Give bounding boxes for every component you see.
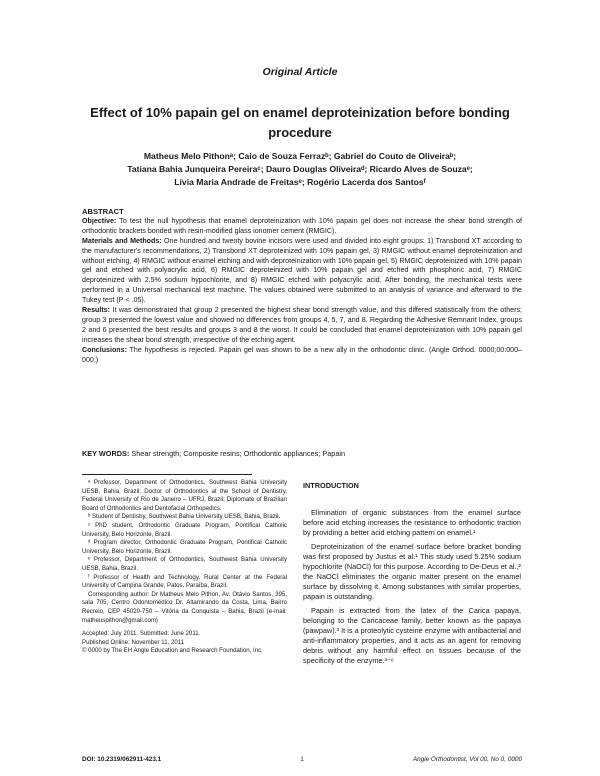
doi: DOI: 10.2319/062911-423.1 — [82, 756, 162, 763]
published-date: Published Online: November 11, 2011 — [82, 638, 185, 646]
author-list — [70, 150, 530, 189]
affiliation: ᵇ Student of Dentistry, Southwest Bahia University UESB, Bahia, Brazil. — [88, 513, 281, 521]
introduction-paragraph: Deproteinization of the enamel surface before bracket bonding was first proposed by Justus et al.¹ This study used 5.25% sodium hypochlorite (NaOCl) for this purpose. According to De-Deus et al.,² the NaOCl eliminates the organic matter present on the enamel surface by dissolving it. Among substances with similar properties, papain is outstanding. — [303, 542, 521, 601]
affiliation: ᶠ Professor of Health and Technology, Rural Center at the Federal University of Campina Grande, Patos, Paraíba, Brazil. — [82, 573, 287, 590]
page-number: 1 — [300, 756, 304, 763]
introduction-paragraph: Papain is extracted from the latex of the Carica papaya, belonging to the Caricaceae family, better known as the papaya (pawpaw).³ It is a proteolytic cysteine enzyme with antibacterial and anti-inflammatory properties, and it acts as an agent for removing debris without any harmful effect on tissues because of the specificity of the enzyme.³⁻⁶ — [303, 606, 521, 665]
copyright: © 0000 by The EH Angle Education and Research Foundation, Inc. — [82, 647, 263, 655]
affiliations-column — [82, 474, 287, 656]
abstract — [82, 207, 522, 366]
accepted-date: Accepted: July 2011. Submitted: June 2011. — [82, 630, 201, 638]
introduction-column — [303, 481, 521, 670]
affiliation: ᵃ Professor, Department of Orthodontics, Southwest Bahia University UESB, Bahia, Brazil; Doctor of Orthodontics at the School of Dentistry, Federal University of Rio de Janeiro – UFRJ, Brazil; Diplomate of Brazilian Board of Orthodontics and Dentofacial Orthopedics. — [82, 479, 287, 512]
keywords-text: Shear strength; Composite resins; Orthodontic appliances; Papain — [131, 449, 346, 458]
affiliation: ᶜ PhD student, Orthodontic Graduate Program, Pontifical Catholic University, Belo Horizonte, Brazil. — [82, 521, 287, 538]
author-line: Lívia Maria Andrade de Freitasᵉ; Rogério Lacerda dos Santosᶠ — [174, 177, 426, 187]
publication-dates — [82, 630, 287, 656]
abstract-objective — [82, 217, 522, 237]
introduction-heading: INTRODUCTION — [303, 481, 359, 490]
results-text: It was demonstrated that group 2 presented the highest shear bond strength value, and this differed statistically from the others; group 3 presented the lowest value and showed no differences from groups 4, 5, 7, and 8. Regarding the Adhesive Remnant Index, groups 2 and 6 presented the best results and groups 3 and 8 the worst. It could be concluded that enamel deproteinization with 10% papain gel increases the shear bond strength, irrespective of the etching agent. — [82, 306, 522, 344]
conclusions-text: The hypothesis is rejected. Papain gel was shown to be a new ally in the orthodontic clinic. (Angle Orthod. 0000;00:000–000.) — [82, 345, 523, 364]
objective-text: To test the null hypothesis that enamel deproteinization with 10% papain gel does not increase the shear bond strength of orthodontic brackets bonded with resin-modified glass ionomer cement (RMGIC). — [82, 216, 523, 235]
methods-text: One hundred and twenty bovine incisors were used and divided into eight groups: 1) Transbond XT according to the manufacturer's recommendations, 2) Transbond XT deproteinized with 10% papain gel, 3) RMGIC without enamel deproteinization and without etching, 4) RMGIC without enamel etching and with deproteinization with 10% papain gel, 5) RMGIC deproteinized with 10% papain gel and etched with polyacrylic acid, 6) RMGIC deproteinized with 10% papain gel and etched with phosphoric acid, 7) RMGIC deproteinized with 2.5% sodium hypochlorite, and 8) RMGIC etched with polyacrylic acid. After bonding, the mechanical tests were performed in a Universal mechanical test machine. The values obtained were submitted to an analysis of variance and afterward to the Tukey test (P < .05). — [82, 236, 522, 305]
abstract-results — [82, 306, 522, 346]
author-line: Matheus Melo Pithonᵃ; Caio de Souza Ferrazᵇ; Gabriel do Couto de Oliveiraᵇ; — [143, 151, 457, 161]
abstract-heading: ABSTRACT — [82, 207, 124, 216]
footnote-rule — [82, 474, 252, 475]
section-label: Original Article — [262, 66, 338, 78]
affiliation: ᵉ Professor, Department of Orthodontics, Southwest Bahia University UESB, Bahia, Brazil. — [82, 556, 287, 572]
results-label: Results: — [82, 306, 110, 315]
affiliation: ᵈ Program director, Orthodontic Graduate Program, Pontifical Catholic University, Belo Horizonte, Brazil. — [82, 539, 287, 555]
abstract-conclusions — [82, 346, 522, 366]
keywords-label: KEY WORDS: — [82, 449, 130, 458]
keywords — [82, 449, 522, 458]
article-title: Effect of 10% papain gel on enamel deproteinization before bonding procedure — [90, 105, 510, 140]
author-line: Tatiana Bahia Junqueira Pereiraᶜ; Dauro Douglas Oliveiraᵈ; Ricardo Alves de Souzaᵉ; — [127, 164, 473, 174]
corresponding-author: Corresponding author: Dr Matheus Melo Pithon, Av. Otávio Santos, 395, sala 705, Centro Odontomédico Dr. Altamirando da Costa, Lima, Bairro Recreio, CEP 45020-750 – Vitória da Conquista – Bahia, Brazil (e-mail: matheuspithon@gmail.com) — [82, 590, 287, 624]
objective-label: Objective: — [82, 216, 117, 225]
introduction-paragraph: Elimination of organic substances from the enamel surface before acid etching increases the resistance to orthodontic traction by providing a better acid etching pattern on enamel.¹ — [303, 508, 521, 537]
conclusions-label: Conclusions: — [82, 345, 127, 354]
journal-citation: Angle Orthodontist, Vol 00, No 0, 0000 — [412, 756, 522, 763]
methods-label: Materials and Methods: — [82, 236, 162, 245]
abstract-methods — [82, 237, 522, 306]
